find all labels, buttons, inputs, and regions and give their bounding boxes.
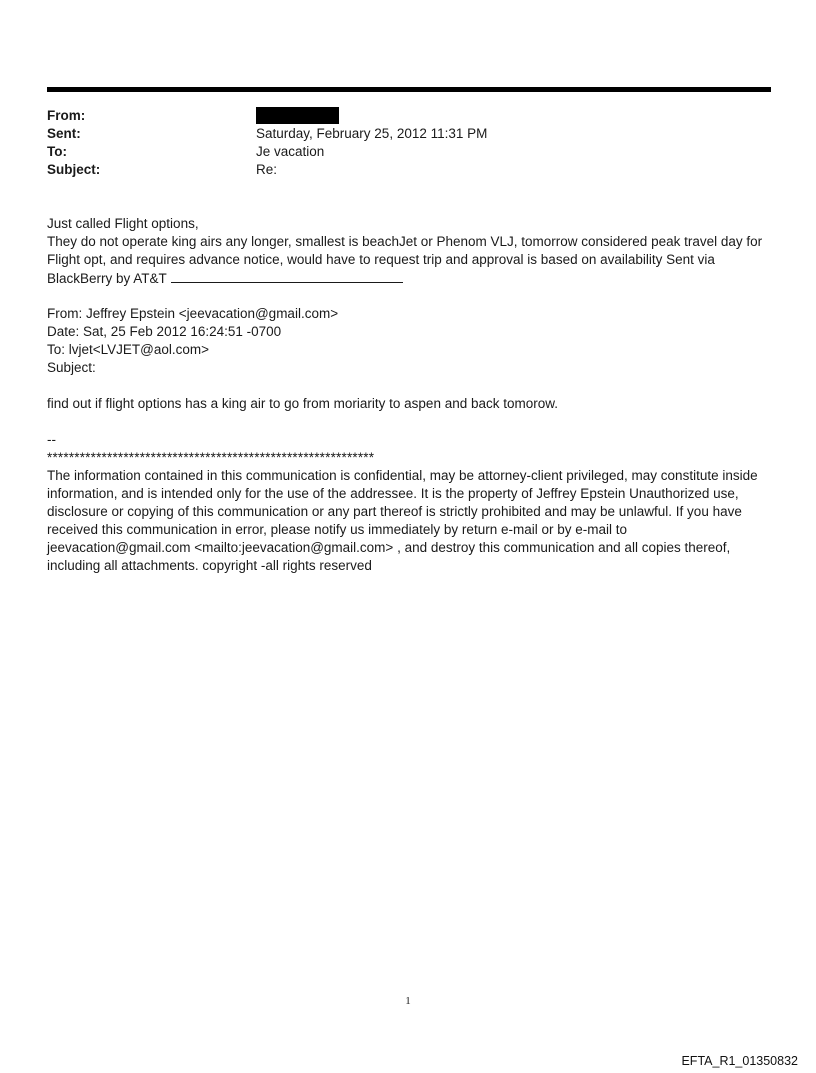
signature-dashes: -- — [47, 432, 56, 447]
reply-paragraph — [47, 233, 772, 288]
to-label: To: — [47, 144, 67, 159]
redaction-box — [256, 107, 339, 124]
reply-line: Just called Flight options, — [47, 216, 199, 231]
quoted-header — [47, 305, 772, 377]
page-number: 1 — [405, 995, 411, 1007]
quoted-subject: Subject: — [47, 360, 96, 375]
confidentiality-disclaimer: The information contained in this communication is confidential, may be attorney-client privileged, may constitute inside information, and is intended only for the use of the addressee. It is the property of Jeffrey Epstein Unauthorized use, disclosure or copying of this communication or any part thereof is strictly prohibited and may be unlawful. If you have received this communication in error, please notify us immediately by return e-mail or by e-mail to jeevacation@gmail.com <mailto:jeevacation@gmail.com> , and destroy this communication and all copies thereof, including all attachments. copyright -all rights reserved — [47, 468, 758, 573]
quoted-date: Date: Sat, 25 Feb 2012 16:24:51 -0700 — [47, 324, 282, 339]
sent-row — [47, 125, 747, 143]
from-row — [47, 107, 747, 125]
quoted-message-block — [47, 395, 772, 413]
top-rule — [47, 87, 771, 92]
to-row — [47, 143, 747, 161]
subject-value: Re: — [256, 162, 278, 177]
to-value: Je vacation — [256, 144, 325, 159]
sent-label: Sent: — [47, 126, 81, 141]
sent-value: Saturday, February 25, 2012 11:31 PM — [256, 126, 488, 141]
quoted-to: To: lvjet<LVJET@aol.com> — [47, 342, 210, 357]
signature-stars: ************************************************************ — [47, 450, 375, 465]
email-header — [47, 107, 747, 179]
document-id: EFTA_R1_01350832 — [681, 1054, 798, 1068]
reply-paragraph-text: They do not operate king airs any longer, smallest is beachJet or Phenom VLJ, tomorrow considered peak travel day for Flight opt, and requires advance notice, would have to request trip and approval is based on availability Sent via BlackBerry by AT&T — [47, 234, 763, 286]
signature-block — [47, 431, 772, 575]
from-label: From: — [47, 108, 86, 123]
quoted-from: From: Jeffrey Epstein <jeevacation@gmail.com> — [47, 306, 339, 321]
subject-row — [47, 161, 747, 179]
signature-underline — [171, 269, 403, 283]
reply-body — [47, 215, 772, 288]
quoted-message: find out if flight options has a king air to go from moriarity to aspen and back tomorow. — [47, 396, 559, 411]
subject-label: Subject: — [47, 162, 101, 177]
